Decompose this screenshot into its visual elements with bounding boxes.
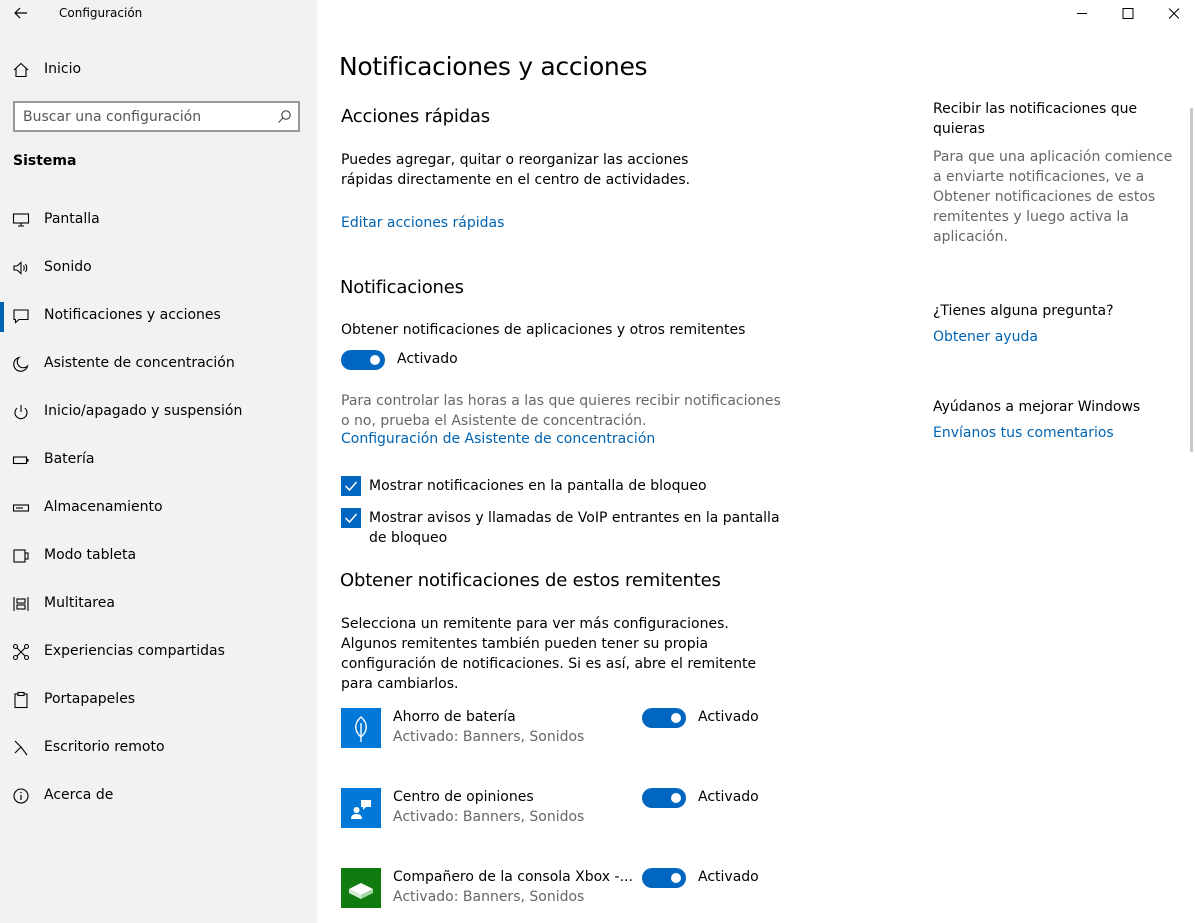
- send-feedback-link[interactable]: Envíanos tus comentarios: [933, 425, 1114, 441]
- monitor-icon: [12, 211, 30, 229]
- sidebar-item-tableta[interactable]: [0, 534, 317, 580]
- title-bar: [0, 0, 317, 30]
- voip-checkbox-label: Mostrar avisos y llamadas de VoIP entrantes en la pantalla de bloqueo: [369, 510, 780, 546]
- sender-toggle-state: Activado: [698, 789, 759, 805]
- close-icon: [1151, 0, 1195, 28]
- home-icon: [12, 61, 30, 79]
- sender-tile-feedback-hub[interactable]: [341, 788, 381, 828]
- notification-icon: [12, 307, 30, 325]
- focus-assist-text: Para controlar las horas a las que quieres recibir notificaciones o no, prueba el Asistente de concentración.: [341, 393, 781, 429]
- sidebar-item-label: Experiencias compartidas: [44, 643, 225, 659]
- sender-status: Activado: Banners, Sonidos: [393, 809, 585, 825]
- question-heading: ¿Tienes alguna pregunta?: [933, 303, 1114, 319]
- search-input[interactable]: [23, 107, 273, 127]
- back-arrow-icon: [8, 2, 34, 26]
- sidebar-item-energia[interactable]: [0, 390, 317, 436]
- senders-description: Selecciona un remitente para ver más configuraciones. Algunos remitentes también pueden tener su propia configuración de notificaciones. Si es así, abre el remitente para cambiarlos.: [341, 616, 757, 692]
- power-icon: [12, 403, 30, 421]
- leaf-icon: [341, 708, 381, 748]
- sidebar-item-label: Portapapeles: [44, 691, 136, 707]
- remote-desktop-icon: [12, 739, 30, 757]
- sidebar-item-label: Inicio/apagado y suspensión: [44, 403, 243, 419]
- maximize-button[interactable]: [1105, 0, 1151, 28]
- senders-heading: Obtener notificaciones de estos remitentes: [340, 570, 721, 591]
- sender-toggle-state: Activado: [698, 869, 759, 885]
- sidebar-item-notificaciones[interactable]: [0, 294, 317, 340]
- receive-notifications-text: Para que una aplicación comience a enviarte notificaciones, ve a Obtener notificaciones de estos remitentes y luego activa la aplicación.: [933, 149, 1173, 245]
- sidebar-item-almacenamiento[interactable]: [0, 486, 317, 532]
- back-button[interactable]: [8, 2, 34, 26]
- feedback-icon: [341, 788, 381, 828]
- sender-tile-xbox-companion[interactable]: [341, 868, 381, 908]
- notifications-toggle-state: Activado: [397, 351, 458, 367]
- receive-notifications-heading: Recibir las notificaciones que quieras: [933, 101, 1138, 137]
- sidebar-item-label: Notificaciones y acciones: [44, 307, 221, 323]
- sidebar-item-label: Modo tableta: [44, 547, 137, 563]
- get-notifications-label: Obtener notificaciones de aplicaciones y otros remitentes: [341, 322, 746, 338]
- sidebar-item-bateria[interactable]: [0, 438, 317, 484]
- quick-actions-description: Puedes agregar, quitar o reorganizar las acciones rápidas directamente en el centro de actividades.: [341, 152, 691, 188]
- search-icon[interactable]: [276, 109, 292, 125]
- sidebar-item-escritorio-remoto[interactable]: [0, 726, 317, 772]
- sidebar-item-label: Escritorio remoto: [44, 739, 165, 755]
- maximize-icon: [1105, 0, 1151, 28]
- search-box[interactable]: [13, 101, 300, 132]
- quick-actions-heading: Acciones rápidas: [341, 106, 490, 127]
- sender-toggle[interactable]: [642, 708, 686, 728]
- checkmark-icon: [341, 508, 361, 528]
- sidebar-item-label: Multitarea: [44, 595, 115, 611]
- clipboard-icon: [12, 691, 30, 709]
- focus-assist-link[interactable]: Configuración de Asistente de concentración: [341, 431, 656, 447]
- notifications-heading: Notificaciones: [340, 277, 464, 298]
- sidebar-item-label: Almacenamiento: [44, 499, 163, 515]
- sidebar-item-concentracion[interactable]: [0, 342, 317, 388]
- sidebar-item-portapapeles[interactable]: [0, 678, 317, 724]
- close-button[interactable]: [1151, 0, 1195, 28]
- app-title: Configuración: [59, 6, 143, 20]
- sidebar-item-home[interactable]: [0, 50, 317, 96]
- minimize-icon: [1059, 0, 1105, 28]
- sidebar-item-multitarea[interactable]: [0, 582, 317, 628]
- speaker-icon: [12, 259, 30, 277]
- sidebar-item-acerca-de[interactable]: [0, 774, 317, 820]
- tablet-icon: [12, 547, 30, 565]
- sender-tile-battery-saver[interactable]: [341, 708, 381, 748]
- improve-windows-heading: Ayúdanos a mejorar Windows: [933, 399, 1141, 415]
- multitask-icon: [12, 595, 30, 613]
- sender-name[interactable]: Compañero de la consola Xbox -...: [393, 869, 633, 885]
- section-heading: Sistema: [13, 153, 77, 169]
- sidebar-item-label: Sonido: [44, 259, 92, 275]
- lock-screen-checkbox-label: Mostrar notificaciones en la pantalla de bloqueo: [369, 478, 707, 494]
- sidebar-item-sonido[interactable]: [0, 246, 317, 292]
- xbox-icon: [341, 868, 381, 908]
- sender-toggle[interactable]: [642, 868, 686, 888]
- sidebar: [0, 0, 317, 923]
- battery-icon: [12, 451, 30, 469]
- sidebar-item-label: Inicio: [44, 61, 82, 77]
- edit-quick-actions-link[interactable]: Editar acciones rápidas: [341, 215, 505, 231]
- sender-toggle[interactable]: [642, 788, 686, 808]
- moon-icon: [12, 355, 30, 373]
- sender-toggle-state: Activado: [698, 709, 759, 725]
- sidebar-item-label: Pantalla: [44, 211, 100, 227]
- get-help-link[interactable]: Obtener ayuda: [933, 329, 1038, 345]
- sidebar-item-label: Acerca de: [44, 787, 114, 803]
- storage-icon: [12, 499, 30, 517]
- voip-checkbox[interactable]: [341, 508, 361, 528]
- sender-status: Activado: Banners, Sonidos: [393, 889, 585, 905]
- info-icon: [12, 787, 30, 805]
- sidebar-item-label: Asistente de concentración: [44, 355, 235, 371]
- minimize-button[interactable]: [1059, 0, 1105, 28]
- notifications-toggle[interactable]: [341, 350, 385, 370]
- sender-status: Activado: Banners, Sonidos: [393, 729, 585, 745]
- sidebar-item-label: Batería: [44, 451, 95, 467]
- sender-name[interactable]: Ahorro de batería: [393, 709, 516, 725]
- lock-screen-checkbox[interactable]: [341, 476, 361, 496]
- sidebar-item-experiencias[interactable]: [0, 630, 317, 676]
- sender-name[interactable]: Centro de opiniones: [393, 789, 534, 805]
- scrollbar[interactable]: [1190, 108, 1193, 452]
- sidebar-item-pantalla[interactable]: [0, 198, 317, 244]
- checkmark-icon: [341, 476, 361, 496]
- page-title: Notificaciones y acciones: [339, 52, 648, 81]
- share-icon: [12, 643, 30, 661]
